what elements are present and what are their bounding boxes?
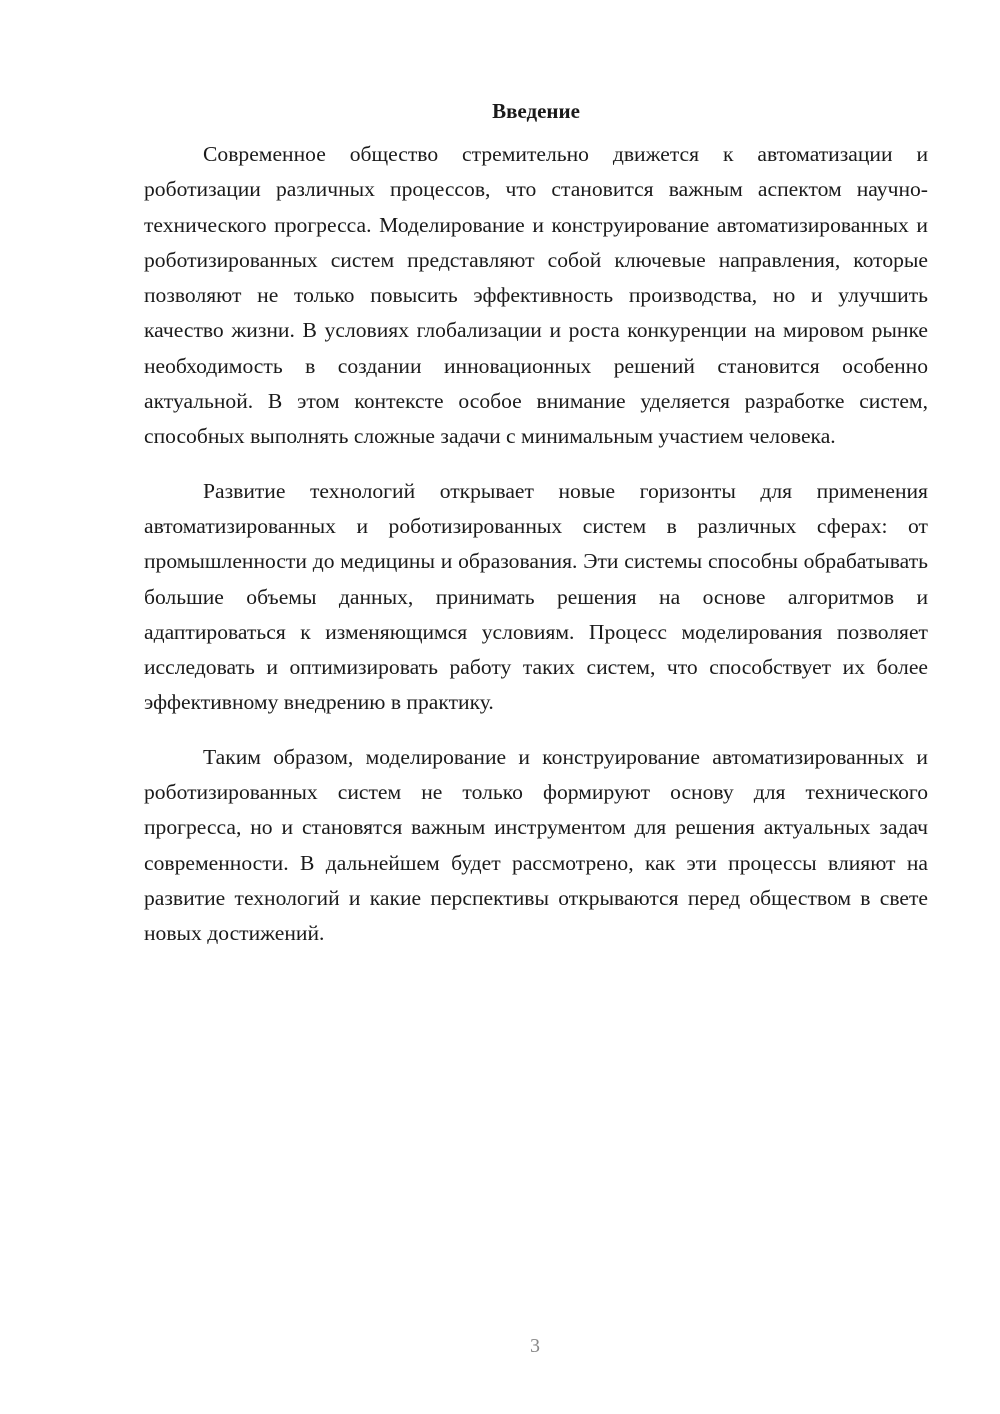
page-title: Введение [492,99,580,123]
paragraph-1: Современное общество стремительно движется к автоматизации и роботизации различных процессов, что становится важным аспектом научно-технического прогресса. Моделирование и конструирование автоматизированных и роботизированных систем представляют собой ключевые направления, которые позволяют не только повысить эффективность производства, но и улучшить качество жизни. В условиях глобализации и роста конкуренции на мировом рынке необходимость в создании инновационных решений становится особенно актуальной. В этом контексте особое внимание уделяется разработке систем, способных выполнять сложные задачи с минимальным участием человека. [144,142,928,449]
paragraph-3: Таким образом, моделирование и конструирование автоматизированных и роботизированных систем не только формируют основу для технического прогресса, но и становятся важным инструментом для решения актуальных задач современности. В дальнейшем будет рассмотрено, как эти процессы влияют на развитие технологий и какие перспективы открываются перед обществом в свете новых достижений. [144,744,928,946]
page-number: 3 [530,1335,540,1357]
page-content [144,95,928,971]
paragraph-2: Развитие технологий открывает новые горизонты для применения автоматизированных и роботизированных систем в различных сферах: от промышленности до медицины и образования. Эти системы способны обрабатывать большие объемы данных, принимать решения на основе алгоритмов и адаптироваться к изменяющимся условиям. Процесс моделирования позволяет исследовать и оптимизировать работу таких систем, что способствует их более эффективному внедрению в практику. [144,478,928,715]
